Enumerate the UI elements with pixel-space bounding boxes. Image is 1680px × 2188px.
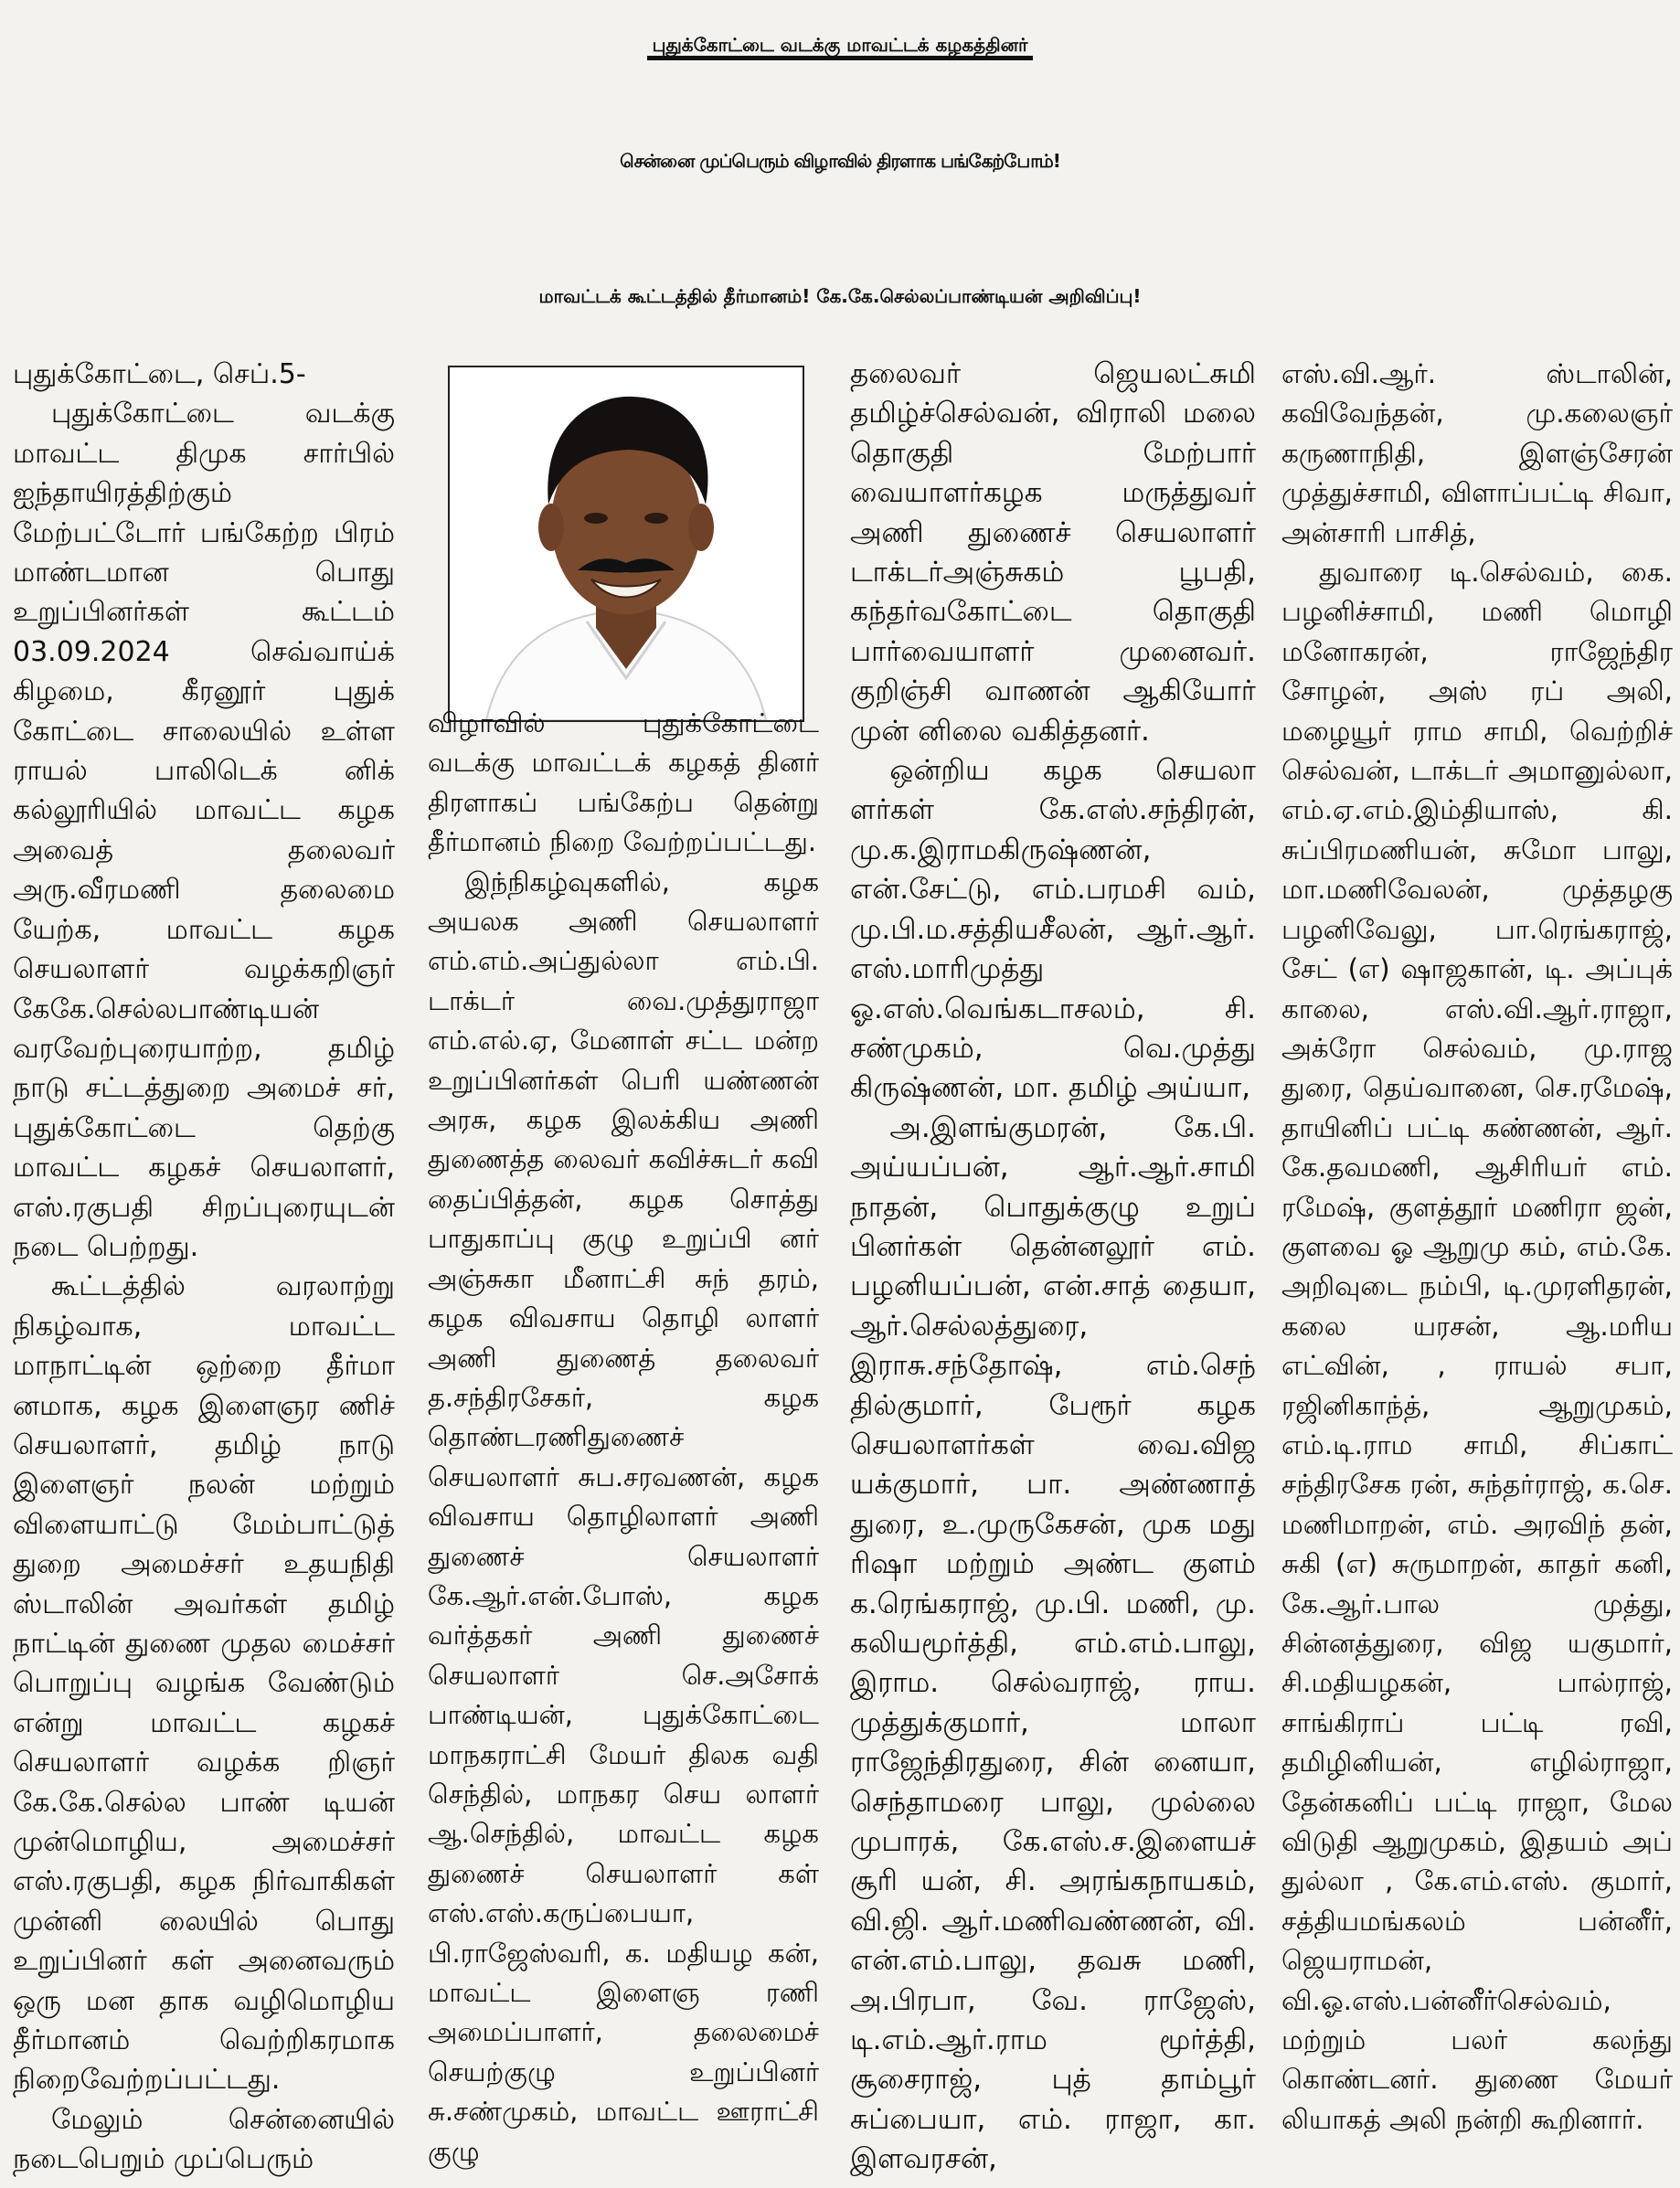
article-column-3 (850, 355, 1256, 2183)
kicker-line (0, 11, 1680, 79)
paragraph: மேலும் சென்னையில் நடைபெறும் முப்பெரும் (13, 2103, 395, 2176)
paragraph: அ.இளங்குமரன், கே.பி. அய்யப்பன், ஆர்.ஆர்.சாமி நாதன், பொதுக்குழு உறுப் பினர்கள் தென்னலூர் எம். பழனியப்பன், என்.சாத் தையா, ஆர்.செல்லத்துரை, இராசு.சந்தோஷ், எம்.செந் தில்குமார், பேரூர் கழக செயலாளர்கள் வை.விஜ யக்குமார், பா. அண்ணாத் துரை, உ.முருகேசன், முக மது ரிஷா மற்றும் அண்ட குளம் க.ரெங்கராஜ், மு.பி. மணி, மு. கலியமூர்த்தி, எம்.எம்.பாலு, இராம. செல்வராஜ், ராய. முத்துக்குமார், மாலா ராஜேந்திரதுரை, சின் னையா, செந்தாமரை பாலு, முல்லை முபாரக், கே.எஸ்.ச.இளையச் சூரி யன், சி. அரங்கநாயகம், வி.ஜி. ஆர்.மணிவண்ணன், வி. என்.எம்.பாலு, தவசு மணி, அ.பிரபா, வே. ராஜேஸ், டி.எம்.ஆர்.ராம மூர்த்தி, சூசைராஜ், புத் தாம்பூர் சுப்பையா, எம். ராஜா, கா. இளவரசன், (850, 1110, 1256, 2176)
paragraph: ஒன்றிய கழக செயலா ளர்கள் கே.எஸ்.சந்திரன், மு.க.இராமகிருஷ்ணன், என்.சேட்டு, எம்.பரமசி வம், மு.பி.ம.சத்தியசீலன், ஆர்.ஆர். எஸ்.மாரிமுத்து ஓ.எஸ்.வெங்கடாசலம், சி. சண்முகம், வெ.முத்து கிருஷ்ணன், மா. தமிழ் அய்யா, (850, 754, 1256, 1105)
paragraph: துவாரை டி.செல்வம், கை. பழனிச்சாமி, மணி மொழி மனோகரன், ராஜேந்திர சோழன், அஸ் ரப் அலி, மழையூர் ராம சாமி, வெற்றிச் செல்வன், டாக்டர் அமானுல்லா, எம்.ஏ.எம்.இம்தியாஸ், கி. சுப்பிரமணியன், சுமோ பாலு, மா.மணிவேலன், முத்தழகு பழனிவேலு, பா.ரெங்கராஜ், சேட் (எ) ஷாஜகான், டி. அப்புக் காலை, எஸ்.வி.ஆர்.ராஜா, அக்ரோ செல்வம், மு.ராஜ துரை, தெய்வானை, செ.ரமேஷ், தாயினிப் பட்டி கண்ணன், ஆர். கே.தவமணி, ஆசிரியர் எம். ரமேஷ், குளத்தூர் மணிரா ஜன், குளவை ஓ ஆறுமு கம், எம்.கே. அறிவுடை நம்பி, டி.முரளிதரன், கலை யரசன், ஆ.மரிய எட்வின், , ராயல் சபா, ரஜினிகாந்த், ஆறுமுகம், எம்.டி.ராம சாமி, சிப்காட் சந்திரசேக ரன், சுந்தர்ராஜ், க.செ. மணிமாறன், எம். அரவிந் தன், சுகி (எ) சுருமாறன், காதர் கனி, கே.ஆர்.பால முத்து, சின்னத்துரை, விஜ யகுமார், சி.மதியழகன், பால்ராஜ், சாங்கிராப் பட்டி ரவி, தமிழினியன், எழில்ராஜா, தேன்கனிப் பட்டி ராஜா, மேல விடுதி ஆறுமுகம், இதயம் அப் துல்லா , கே.எம்.எஸ். குமார், சத்தியமங்கலம் பன்னீர், ஜெயராமன், வி.ஓ.எஸ்.பன்னீர்செல்வம், மற்றும் பலர் கலந்து கொண்டனர். துணை மேயர் லியாகத் அலி நன்றி கூறினார். (1281, 557, 1673, 2135)
portrait-photo-icon (450, 367, 803, 720)
paragraph: எஸ்.வி.ஆர். ஸ்டாலின், கவிவேந்தன், மு.கலைஞர் கருணாநிதி, இளஞ்சேரன் முத்துச்சாமி, விளாப்பட்டி சிவா, அன்சாரி பாசித், (1281, 358, 1673, 548)
paragraph: விழாவில் புதுக்கோட்டை வடக்கு மாவட்டக் கழகத் தினர் திரளாகப் பங்கேற்ப தென்று தீர்மானம் நிறை வேற்றப்பட்டது. (428, 707, 819, 858)
kicker-text: புதுக்கோட்டை வடக்கு மாவட்டக் கழகத்தினர் (647, 34, 1034, 60)
paragraph: புதுக்கோட்டை வடக்கு மாவட்ட திமுக சார்பில் ஐந்தாயிரத்திற்கும் மேற்பட்டோர் பங்கேற்ற பிரம் மாண்டமான பொது உறுப்பினர்கள் கூட்டம் 03.09.2024 செவ்வாய்க் கிழமை, கீரனூர் புதுக் கோட்டை சாலையில் உள்ள ராயல் பாலிடெக் னிக் கல்லூரியில் மாவட்ட கழக அவைத் தலைவர் அரு.வீரமணி தலைமை யேற்க, மாவட்ட கழக செயலாளர் வழக்கறிஞர் கேகே.செல்லபாண்டியன் வரவேற்புரையாற்ற, தமிழ் நாடு சட்டத்துறை அமைச் சர், புதுக்கோட்டை தெற்கு மாவட்ட கழகச் செயலாளர், எஸ்.ரகுபதி சிறப்புரையுடன் நடை பெற்றது. (13, 398, 395, 1263)
article-column-4 (1281, 355, 1673, 2183)
article-column-1 (13, 355, 395, 2183)
paragraph: இந்நிகழ்வுகளில், கழக அயலக அணி செயலாளர் எம்.எம்.அப்துல்லா எம்.பி. டாக்டர் வை.முத்துராஜா எம்.எல்.ஏ, மேனாள் சட்ட மன்ற உறுப்பினர்கள் பெரி யண்ணன் அரசு, கழக இலக்கிய அணி துணைத்த லைவர் கவிச்சுடர் கவி தைப்பித்தன், கழக சொத்து பாதுகாப்பு குழு உறுப்பி னர் அஞ்சுகா மீனாட்சி சுந் தரம், கழக விவசாய தொழி லாளர் அணி துணைத் தலைவர் த.சந்திரசேகர், கழக தொண்டரணிதுணைச் செயலாளர் சுப.சரவணன், கழக விவசாய தொழிலாளர் அணி துணைச் செயலாளர் கே.ஆர்.என்.போஸ், கழக வர்த்தகர் அணி துணைச் செயலாளர் செ.அசோக் பாண்டியன், புதுக்கோட்டை மாநகராட்சி மேயர் திலக வதி செந்தில், மாநகர செய லாளர் ஆ.செந்தில், மாவட்ட கழக துணைச் செயலாளர் கள் எஸ்.எஸ்.கருப்பையா, பி.ராஜேஸ்வரி, க. மதியழ கன், மாவட்ட இளைஞ ரணி அமைப்பாளர், தலைமைச் செயற்குழு உறுப்பினர் சு.சண்முகம், மாவட்ட ஊராட்சி குழு (428, 866, 819, 2167)
dateline: புதுக்கோட்டை, செப்.5- (13, 358, 306, 390)
paragraph: தலைவர் ஜெயலட்சுமி தமிழ்ச்செல்வன், விராலி மலை தொகுதி மேற்பார் வையாளர்கழக மருத்துவர் அணி துணைச் செயலாளர் டாக்டர்அஞ்சுகம் பூபதி, கந்தர்வகோட்டை தொகுதி பார்வையாளர் முனைவர். குறிஞ்சி வாணன் ஆகியோர் முன் னிலை வகித்தனர். (850, 357, 1256, 748)
subheadline: மாவட்டக் கூட்டத்தில் தீர்மானம்! கே.கே.செல்லப்பாண்டியன் அறிவிப்பு! (538, 285, 1142, 307)
headline: சென்னை முப்பெரும் விழாவில் திரளாக பங்கேற்போம்! (620, 150, 1060, 172)
portrait-photo (448, 366, 804, 722)
paragraph: கூட்டத்தில் வரலாற்று நிகழ்வாக, மாவட்ட மாநாட்டின் ஒற்றை தீர்மா னமாக, கழக இளைஞர ணிச் செயலாளர், தமிழ் நாடு இளைஞர் நலன் மற்றும் விளையாட்டு மேம்பாட்டுத் துறை அமைச்சர் உதயநிதி ஸ்டாலின் அவர்கள் தமிழ் நாட்டின் துணை முதல மைச்சர் பொறுப்பு வழங்க வேண்டும் என்று மாவட்ட கழகச் செயலாளர் வழக்க றிஞர் கே.கே.செல்ல பாண் டியன் முன்மொழிய, அமைச்சர் எஸ்.ரகுபதி, கழக நிர்வாகிகள் முன்னி லையில் பொது உறுப்பினர் கள் அனைவரும் ஒரு மன தாக வழிமொழிய தீர்மானம் வெற்றிகரமாக நிறைவேற்றப்பட்டது. (13, 1270, 395, 2097)
article-column-2 (428, 704, 819, 2183)
